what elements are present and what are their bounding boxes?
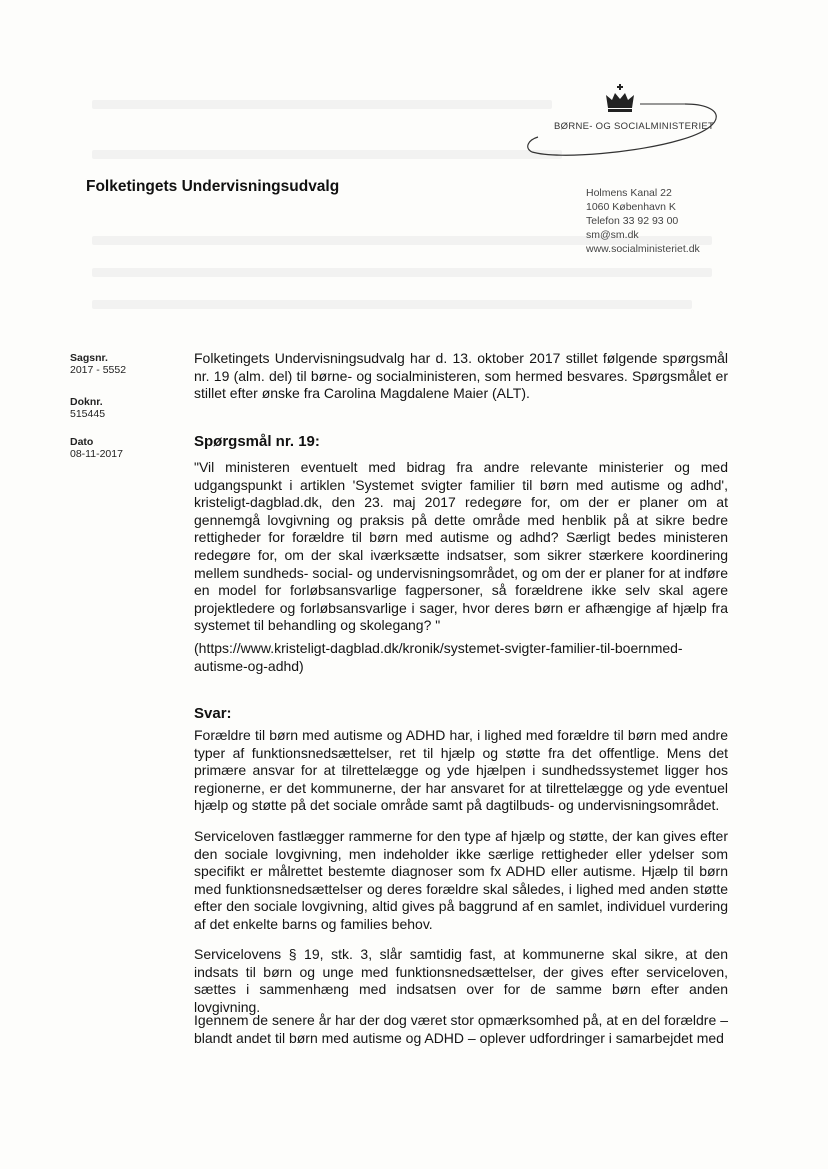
sender-address <box>586 186 700 256</box>
question-text: "Vil ministeren eventuelt med bidrag fra andre relevante ministerier og med udgangspunkt i artiklen 'Systemet svigter familier til børn med autisme og adhd', kristeligt-dagblad.dk, den 23. maj 2017 redegøre for, om der er planer om at gennemgå lovgivning og praksis på dette område med henblik på at sikre bedre rettigheder for forældre til børn med autisme og adhd? Særligt bedes ministeren redegøre for, om der skal iværksætte indsatser, som sikrer stærkere koordinering mellem sundheds- social- og undervisningsområdet, og om der er planer for at indføre en model for forløbsansvarlige fagpersoner, så forældrene ikke selv skal agere projektledere og forløbsansvarlige i sager, hvor deres børn er afhængige af hjælp fra systemet til behandling og skolegang? " <box>194 459 728 634</box>
crown-icon <box>606 84 634 112</box>
answer-heading: Svar: <box>194 705 232 722</box>
address-city: 1060 København K <box>586 201 676 213</box>
bleed-through <box>92 300 692 309</box>
recipient-title: Folketingets Undervisningsudvalg <box>86 178 340 195</box>
doc-number-label: Doknr. <box>70 396 103 408</box>
address-phone: Telefon 33 92 93 00 <box>586 215 679 227</box>
ministry-name: BØRNE- OG SOCIALMINISTERIET <box>554 121 715 132</box>
address-email: sm@sm.dk <box>586 229 639 241</box>
intro-paragraph: Folketingets Undervisningsudvalg har d. 13. oktober 2017 stillet følgende spørgsmål nr. 19 (alm. del) til børne- og socialministeren, som hermed besvares. Spørgsmålet er stillet efter ønske fra Carolina Magdalene Maier (ALT). <box>194 350 728 402</box>
bleed-through <box>92 100 552 109</box>
bleed-through <box>92 268 712 277</box>
case-number-label: Sagsnr. <box>70 352 108 364</box>
question-heading: Spørgsmål nr. 19: <box>194 433 320 450</box>
doc-number-value: 515445 <box>70 408 106 420</box>
address-web: www.socialministeriet.dk <box>586 243 700 255</box>
date-label: Dato <box>70 436 94 448</box>
date-value: 08-11-2017 <box>70 448 123 460</box>
answer-paragraph-2: Serviceloven fastlægger rammerne for den type af hjælp og støtte, der kan gives efter den sociale lovgivning, men indeholder ikke særlige rettigheder eller ydelser som specifikt er målrettet bestemte diagnoser som fx ADHD eller autisme. Hjælp til børn med funktionsnedsættelser og deres forældre skal således, i lighed med anden støtte efter den sociale lovgivning, altid gives på baggrund af en samlet, individuel vurdering af det enkelte barns og families behov. <box>194 828 728 932</box>
source-link[interactable]: (https://www.kristeligt-dagblad.dk/kronik/systemet-svigter-familier-til-boernmed-autisme-og-adhd) <box>194 640 683 674</box>
bleed-through <box>92 150 562 159</box>
answer-paragraph-3: Servicelovens § 19, stk. 3, slår samtidig fast, at kommunerne skal sikre, at den indsats til børn og unge med funktionsnedsættelser, der gives efter serviceloven, sættes i sammenhæng med indsatsen over for de samme børn efter anden lovgivning. <box>194 946 728 1015</box>
answer-paragraph-1: Forældre til børn med autisme og ADHD har, i lighed med forældre til børn med andre typer af funktionsnedsættelser, ret til hjælp og støtte fra det offentlige. Mens det primære ansvar for at tilrettelægge og yde hjælpen i sundhedssystemet ligger hos regionerne, er det kommunerne, der har ansvaret for at tilrettelægge og yde eventuel hjælp og støtte på det sociale område samt på dagtilbuds- og undervisningsområdet. <box>194 727 728 814</box>
answer-paragraph-4: Igennem de senere år har der dog været stor opmærksomhed på, at en del forældre – blandt andet til børn med autisme og ADHD – oplever udfordringer i samarbejdet med <box>194 1012 728 1046</box>
case-number-value: 2017 - 5552 <box>70 364 127 376</box>
address-street: Holmens Kanal 22 <box>586 187 672 199</box>
